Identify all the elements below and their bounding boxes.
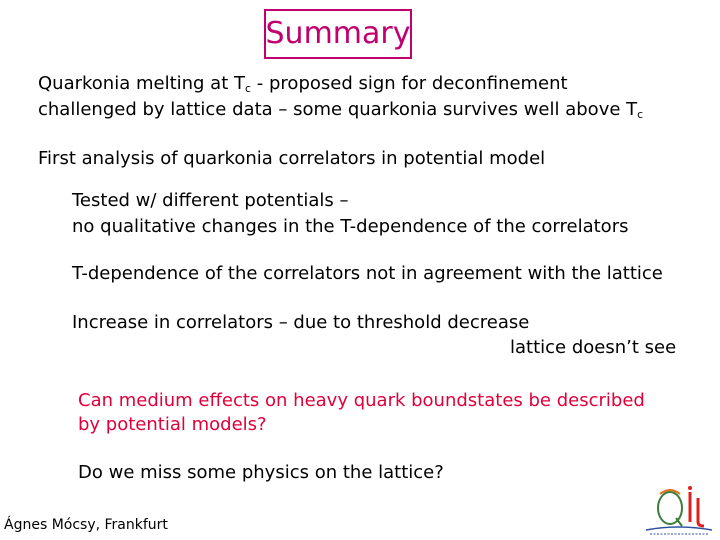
point-2: T-dependence of the correlators not in agreement with the lattice [72,263,663,284]
question-1-line-2: by potential models? [78,414,267,435]
intro-line-1-text: Quarkonia melting at T [38,73,245,94]
conference-logo [640,484,718,538]
intro-line-1 [38,75,568,94]
analysis-heading: First analysis of quarkonia correlators in potential model [38,148,546,169]
intro-line-1-text-end: - proposed sign for deconfinement [251,73,568,94]
question-1-line-1: Can medium effects on heavy quark boundstates be described [78,390,645,411]
point-3-line-2: lattice doesn’t see [510,337,677,358]
question-2: Do we miss some physics on the lattice? [78,462,444,483]
slide-title: Summary [265,16,411,51]
point-3-line-1: Increase in correlators – due to threshold decrease [72,312,530,333]
point-1-line-1: Tested w/ different potentials – [72,190,349,211]
footer-author: Ágnes Mócsy, Frankfurt [4,517,168,533]
intro-line-1-subscript: c [245,82,252,95]
title-box [264,9,412,59]
intro-line-2-subscript: c [637,108,644,121]
intro-line-2 [38,101,643,120]
point-1-line-2: no qualitative changes in the T-dependence of the correlators [72,216,629,237]
intro-line-2-text: challenged by lattice data – some quarkonia survives well above T [38,99,638,120]
